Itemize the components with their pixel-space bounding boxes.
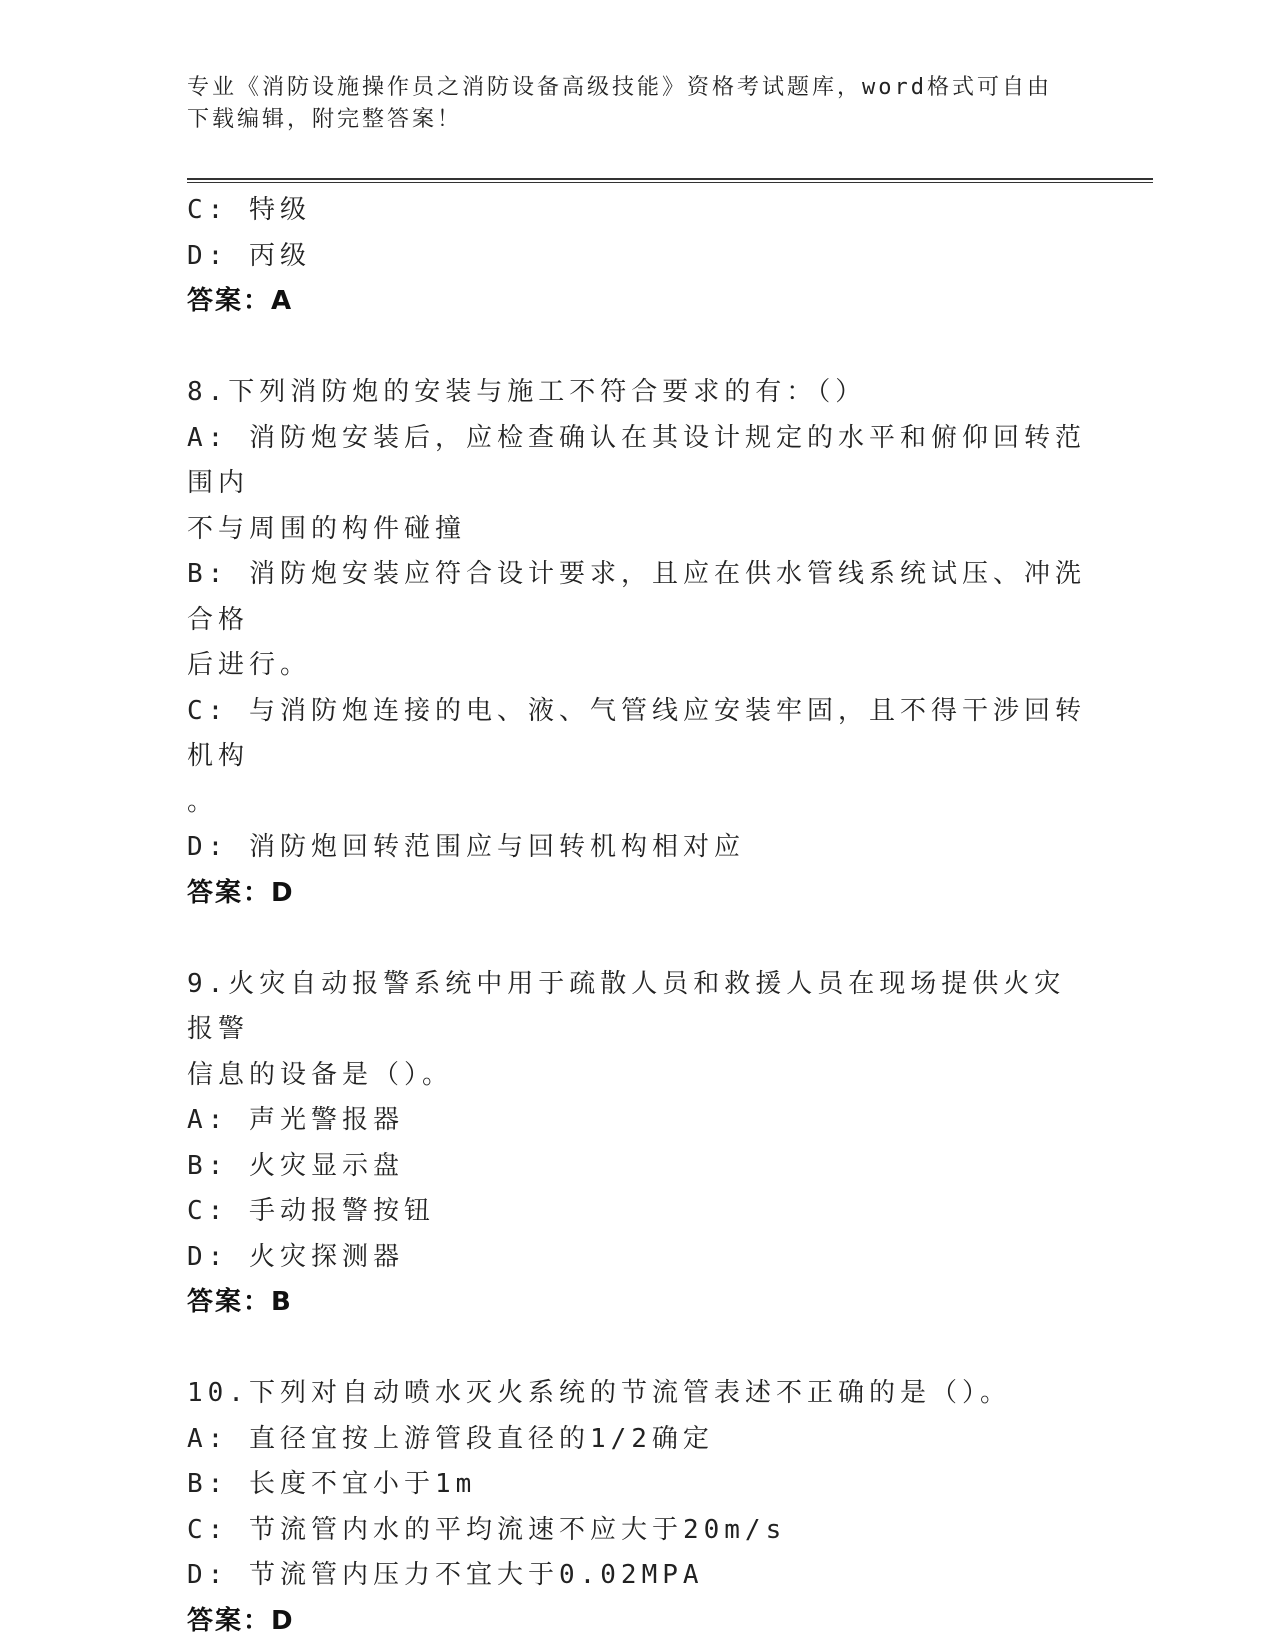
- option-d: D: 消防炮回转范围应与回转机构相对应: [187, 832, 745, 862]
- header-rule-thin: [187, 182, 1153, 183]
- answer-line: 答案：D: [187, 877, 295, 908]
- option-c-continued: 。: [187, 786, 219, 817]
- question-8: [187, 370, 1087, 916]
- option-a: A: 声光警报器: [187, 1105, 404, 1135]
- answer-line: 答案：A: [187, 286, 294, 316]
- spacer: [187, 916, 1087, 962]
- option-c: C: 手动报警按钮: [187, 1196, 435, 1226]
- option-c: C: 与消防炮连接的电、液、气管线应安装牢固，且不得干涉回转机构: [187, 695, 1086, 771]
- spacer: [187, 325, 1087, 371]
- question-10: [187, 1371, 1087, 1644]
- option-c: C: 特级: [187, 195, 311, 225]
- option-a-continued: 不与周围的构件碰撞: [187, 513, 467, 544]
- option-a: A: 直径宜按上游管段直径的1/2确定: [187, 1423, 714, 1454]
- question-9: [187, 962, 1087, 1326]
- answer-line: 答案：B: [187, 1287, 293, 1317]
- option-d: D: 火灾探测器: [187, 1241, 404, 1272]
- question-stem: 10.下列对自动喷水灭火系统的节流管表述不正确的是（）。: [187, 1378, 1011, 1408]
- question-content: [187, 188, 1087, 1644]
- option-c: C: 节流管内水的平均流速不应大于20m/s: [187, 1514, 787, 1545]
- document-header: 专业《消防设施操作员之消防设备高级技能》资格考试题库，word格式可自由下载编辑，附完整答案！: [187, 75, 1052, 132]
- option-d: D: 节流管内压力不宜大于0.02MPA: [187, 1560, 704, 1590]
- spacer: [187, 1326, 1087, 1372]
- option-b-continued: 后进行。: [187, 650, 312, 680]
- option-a: A: 消防炮安装后，应检查确认在其设计规定的水平和俯仰回转范围内: [187, 422, 1086, 498]
- option-b: B: 火灾显示盘: [187, 1150, 404, 1181]
- question-stem: 9.火灾自动报警系统中用于疏散人员和救援人员在现场提供火灾报警: [187, 968, 1066, 1044]
- option-d: D: 丙级: [187, 240, 311, 271]
- option-b: B: 消防炮安装应符合设计要求，且应在供水管线系统试压、冲洗合格: [187, 559, 1086, 635]
- header-rule-thick: [187, 178, 1153, 180]
- option-b: B: 长度不宜小于1m: [187, 1469, 477, 1499]
- previous-question-tail: [187, 188, 1087, 325]
- question-stem-continued: 信息的设备是（）。: [187, 1059, 454, 1090]
- question-stem: 8.下列消防炮的安装与施工不符合要求的有：（）: [187, 377, 867, 407]
- answer-line: 答案：D: [187, 1605, 295, 1636]
